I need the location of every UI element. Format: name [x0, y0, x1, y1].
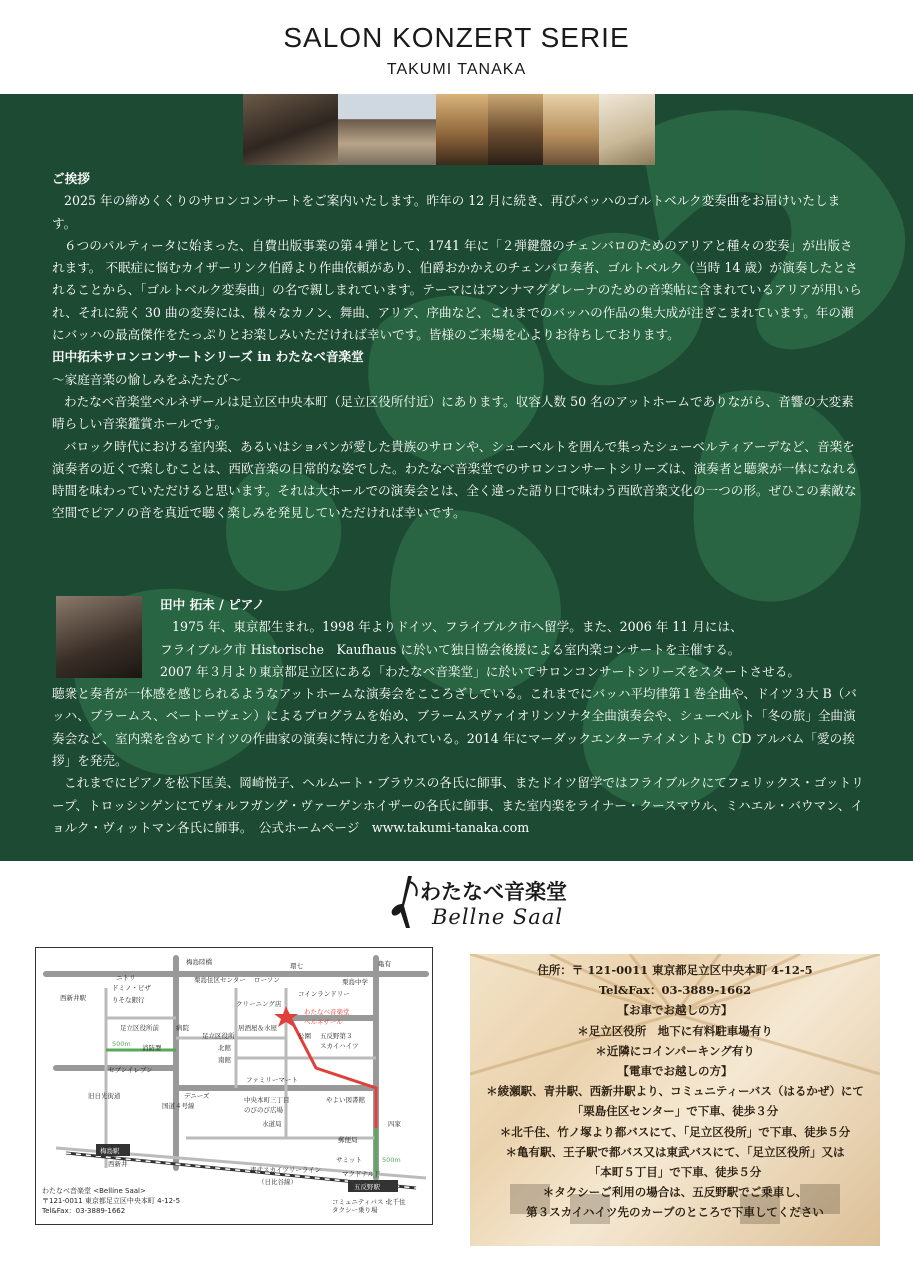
- map-label: ローソン: [254, 976, 280, 984]
- map-label: 足立区役所: [202, 1032, 235, 1040]
- map-footer: [42, 1186, 180, 1216]
- map-label: 消防署: [142, 1044, 162, 1052]
- map-footer-line: Tel&Fax：03-3889-1662: [42, 1207, 126, 1215]
- map-label: 病院: [176, 1024, 189, 1032]
- photo-hall-concert: [488, 94, 543, 165]
- map-label: 五反野第３: [320, 1032, 353, 1040]
- map-label: 栗島住区センター: [194, 976, 246, 984]
- green-panel: [0, 94, 913, 861]
- bio-heading: 田中 拓未 / ピアノ: [160, 597, 265, 612]
- map-label: マクドナルド: [342, 1170, 381, 1178]
- pianist-portrait: [56, 596, 142, 678]
- series-paragraph: バロック時代における室内楽、あるいはショパンが愛した貴族のサロンや、シューベルトを囲んで集ったシューベルティアーデなど、音楽を演奏者の近くで楽しむことは、西欧音楽の日常的な姿でした。わたなべ音楽堂でのサロンコンサートシリーズは、演奏者と聴衆が一体になれる時間を味わっていただけると思います。それは大ホールでの演奏会とは、全く違った語り口で味わう西欧音楽文化の一つの形。ぜひこの素敵な空間でピアノの音を真近で聴く楽しみを発見していただければ幸いです。: [52, 438, 858, 521]
- page-subtitle: TAKUMI TANAKA: [386, 61, 527, 78]
- header: [0, 0, 913, 94]
- map-label: 旧日光街道: [88, 1092, 121, 1100]
- access-map: [35, 947, 433, 1225]
- map-label: ベルネザール: [304, 1018, 343, 1026]
- access-line: 第３スカイハイツ先のカーブのところで下車してください: [526, 1205, 824, 1220]
- greeting-heading: ご挨拶: [52, 171, 90, 186]
- map-label: 公園: [298, 1032, 311, 1040]
- map-label: 500m: [112, 1040, 131, 1048]
- series-heading: 田中拓未サロンコンサートシリーズ in わたなべ音楽堂: [52, 349, 364, 365]
- map-label: 梅島陸橋: [186, 958, 212, 966]
- map-footer-line: 〒121-0011 東京都足立区中央本町 4-12-5: [42, 1197, 181, 1205]
- map-label: りそな銀行: [112, 996, 145, 1004]
- access-panel: [470, 954, 880, 1246]
- map-label: （日比谷線）: [258, 1178, 297, 1186]
- photo-strip: [243, 94, 655, 165]
- map-label: クリーニング店: [236, 1000, 282, 1008]
- page-title: SALON KONZERT SERIE: [283, 22, 630, 53]
- map-label: やよい図書館: [326, 1096, 365, 1104]
- map-label: タクシー乗り場: [332, 1206, 378, 1214]
- access-line: 【お車でお越しの方】: [617, 1003, 733, 1018]
- map-label: ファミリーマート: [246, 1076, 298, 1084]
- access-line: ＊綾瀬駅、青井駅、西新井駅より、コミュニティーバス（はるかぜ）にて: [486, 1084, 864, 1099]
- intro-text: [52, 168, 864, 525]
- map-label: 四家: [388, 1120, 401, 1128]
- photo-pianist: [243, 94, 338, 165]
- map-label: 500m: [382, 1156, 401, 1164]
- bio-line: 2007 年３月より東京都足立区にある「わたなべ音楽堂」に於いてサロンコンサートシリーズをスタートさせる。: [160, 663, 800, 679]
- photo-building: [338, 94, 436, 165]
- map-label: 五反野駅: [354, 1183, 380, 1191]
- map-label: 北館: [218, 1044, 231, 1052]
- map-label: ドミノ・ピザ: [112, 984, 151, 992]
- map-label: のびのび広場: [244, 1106, 283, 1114]
- map-label: 西新井駅: [60, 994, 86, 1002]
- map-label: 国道４号線: [162, 1102, 195, 1110]
- map-label: 郵便局: [338, 1136, 358, 1144]
- map-label: セブンイレブン: [108, 1066, 153, 1074]
- access-line: ＊亀有駅、王子駅で都バス又は東武バスにて、「足立区役所」又は: [505, 1144, 845, 1159]
- photo-hall-score: [599, 94, 655, 165]
- map-label: ニトリ: [116, 974, 136, 982]
- map-label: 中央本町三丁目: [244, 1096, 290, 1104]
- note-logo-icon: [390, 874, 420, 930]
- venue-logo: [390, 872, 590, 934]
- map-label: 南館: [218, 1056, 231, 1064]
- map-label: コインランドリー: [298, 990, 350, 998]
- map-label: 東武スカイツリーライン: [250, 1166, 322, 1174]
- bio-paragraph: これまでにピアノを松下匡美、岡崎悦子、ヘルムート・ブラウスの各氏に師事、またドイツ留学ではフライブルクにてフェリックス・ゴットリープ、トロッシンゲンにてヴォルフガング・ヴァーゲンホイザーの各氏に師事、また室内楽をライナー・クースマウル、ミハエル・バウマン、イョルク・ヴィットマン各氏に師事。 公式ホームページ www.takumi-tanaka.com: [52, 775, 864, 835]
- bio-paragraph: 聴衆と奏者が一体感を感じられるようなアットホームな演奏会をこころざしている。これまでにバッハ平均律第１巻全曲や、ドイツ３大 B（バッハ、ブラームス、ベートーヴェン）によるプログラムを始め、ブラームスヴァイオリンソナタ全曲演奏会や、シューベルト「冬の旅」全曲演奏会など、室内楽を含めてドイツの作曲家の演奏に特に力を入れている。2014 年にマーダックエンターテイメントより CD アルバム「愛の挨拶」を発売。: [52, 686, 857, 769]
- bio-section: [52, 594, 864, 839]
- map-label: 梅島駅: [100, 1147, 120, 1155]
- series-subheading: 〜家庭音楽の愉しみをふたたび〜: [52, 371, 241, 387]
- access-line: ＊北千住、竹ノ塚より都バスにて、「足立区役所」で下車、徒歩５分: [499, 1124, 851, 1139]
- greeting-paragraph: ６つのパルティータに始まった、自費出版事業の第４弾として、1741 年に「２弾鍵盤のチェンバロのためのアリアと種々の変奏」が出版されます。 不眠症に悩むカイザーリンク伯爵より作曲依頼があり、伯爵おかかえのチェンバロ奏者、ゴルトベルク（当時 14 歳）が演奏したとされることから、「ゴルトベルク変奏曲」の名で親しまれています。テーマにはアンナマグダレーナのための音楽帖に含まれているアリアが用いられ、それに続く 30 曲の変奏には、様々なカノン、舞曲、アリア、序曲など、これまでのバッハの作品の集大成が注ぎこまれています。年の瀬にバッハの最高傑作をたっぷりとお楽しみいただければ幸いです。皆様のご来場を心よりお待ちしております。: [52, 237, 862, 343]
- access-line: Tel&Fax：03-3889-1662: [598, 983, 752, 998]
- map-label: 北千住: [386, 1198, 406, 1206]
- series-paragraph: わたなべ音楽堂ベルネザールは足立区中央本町（足立区役所付近）にあります。収容人数 50 名のアットホームでありながら、音響の大変素晴らしい音楽鑑賞ホールです。: [52, 393, 854, 432]
- map-label: 西新井: [108, 1160, 128, 1168]
- map-label: わたなべ音楽堂: [304, 1008, 350, 1016]
- map-label: スカイハイツ: [320, 1042, 359, 1050]
- bio-line: 1975 年、東京都生まれ。1998 年よりドイツ、フライブルク市へ留学。また、2006 年 11 月には、: [172, 619, 743, 635]
- map-drawing: [36, 948, 432, 1224]
- access-line: ＊足立区役所 地下に有料駐車場有り: [577, 1023, 773, 1038]
- map-label: 水道局: [262, 1120, 282, 1128]
- access-line: 「栗島住区センター」で下車、徒歩３分: [571, 1104, 779, 1119]
- map-footer-line: わたなべ音楽堂 <Belline Saal>: [42, 1187, 146, 1195]
- logo-jp: わたなべ音楽堂: [420, 879, 567, 904]
- greeting-paragraph: 2025 年の締めくくりのサロンコンサートをご案内いたします。昨年の 12 月に続き、再びバッハのゴルトベルク変奏曲をお届けいたします。: [52, 193, 841, 231]
- access-info: [470, 960, 880, 1223]
- access-line: ＊近隣にコインパーキング有り: [595, 1043, 755, 1058]
- access-line: 【電車でお越しの方】: [617, 1064, 733, 1079]
- logo-en: Bellne Saal: [432, 905, 564, 929]
- access-line: ＊タクシーご利用の場合は、五反野駅でご乗車し、: [542, 1185, 808, 1200]
- map-label: 居酒屋＆水屋: [238, 1024, 277, 1032]
- access-line: 「本町５丁目」で下車、徒歩５分: [588, 1165, 762, 1180]
- map-label: 栗島中学: [342, 978, 368, 986]
- map-label: 足立区役所前: [120, 1024, 159, 1032]
- map-label: 環七: [290, 962, 303, 970]
- photo-hall-piano: [436, 94, 488, 165]
- map-label: 亀有: [378, 960, 391, 968]
- map-label: コミュニティバス・: [332, 1198, 390, 1206]
- bio-line: フライブルク市 Historische Kaufhaus に於いて独日協会後援による室内楽コンサートを主催する。: [160, 641, 741, 657]
- map-label: デニーズ: [184, 1092, 210, 1100]
- map-label: サミット: [336, 1156, 362, 1164]
- photo-hall-interior: [543, 94, 599, 165]
- access-line: 住所：〒 121-0011 東京都足立区中央本町 4-12-5: [537, 963, 813, 977]
